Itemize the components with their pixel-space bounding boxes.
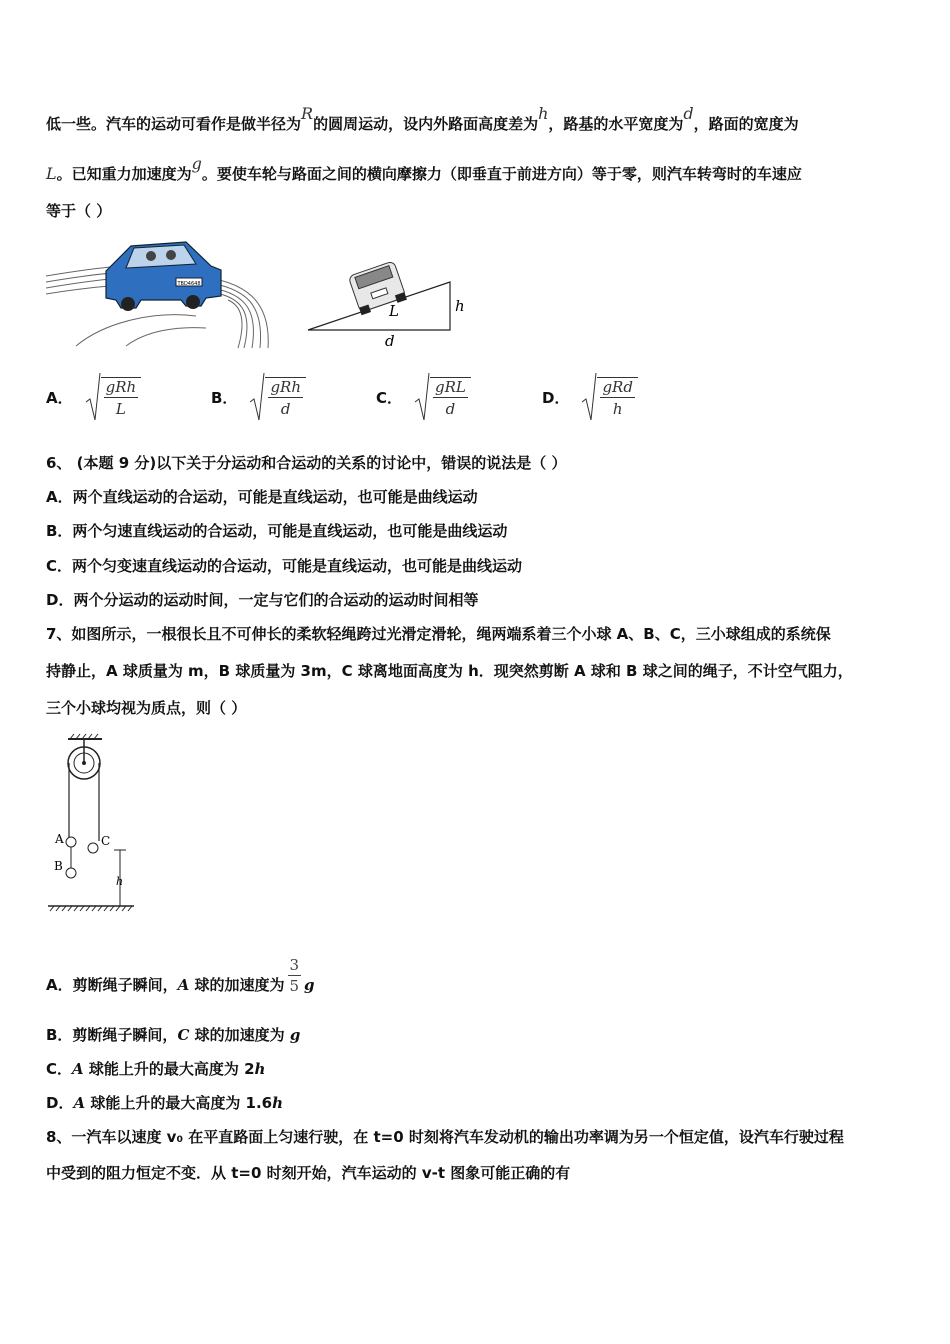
q6-option-b[interactable]: B．两个匀速直线运动的合运动，可能是直线运动，也可能是曲线运动 bbox=[46, 522, 508, 540]
q6-stem: 6、 (本题 9 分)以下关于分运动和合运动的关系的讨论中，错误的说法是（ ） bbox=[46, 454, 567, 472]
label-B: B bbox=[54, 859, 63, 873]
q5-line-1: 低一些。汽车的运动可看作是做半径为R的圆周运动，设内外路面高度差为h，路基的水平宽度为d，路面的宽度为 bbox=[46, 104, 799, 133]
fraction: $\frac{\text{gRh}}{L}$ bbox=[101, 377, 142, 418]
label-h: h bbox=[116, 875, 124, 888]
q6-option-d[interactable]: D．两个分运动的运动时间，一定与它们的合运动的运动时间相等 bbox=[46, 591, 479, 609]
incline-figure bbox=[305, 252, 480, 352]
label-A: A bbox=[55, 832, 64, 846]
q7-stem-line-2: 持静止，A 球质量为 m，B 球质量为 3m，C 球离地面高度为 h．现突然剪断 A 球和 B 球之间的绳子，不计空气阻力， bbox=[46, 662, 853, 680]
q7-option-d[interactable]: D．A 球能上升的最大高度为 1.6h bbox=[46, 1094, 284, 1112]
q5-line-2: L。已知重力加速度为g。要使车轮与路面之间的横向摩擦力（即垂直于前进方向）等于零，则汽车转弯时的车速应 bbox=[46, 154, 802, 183]
label-h: h bbox=[455, 297, 465, 315]
license-plate: TBD4648 bbox=[177, 281, 201, 287]
var-d: d bbox=[683, 104, 694, 123]
var-L: L bbox=[46, 164, 57, 183]
fraction: $\frac{\text{gRd}}{h}$ bbox=[597, 377, 638, 418]
sqrt-icon bbox=[249, 372, 265, 422]
fraction: $\frac{\text{gRh}}{d}$ bbox=[265, 377, 306, 418]
q6-option-c[interactable]: C．两个匀变速直线运动的合运动，可能是直线运动，也可能是曲线运动 bbox=[46, 557, 523, 575]
fraction: $\frac{3}{5}$ bbox=[289, 956, 300, 995]
label-C: C bbox=[101, 834, 111, 848]
q7-stem-line-1: 7、如图所示，一根很长且不可伸长的柔软轻绳跨过光滑定滑轮，绳两端系着三个小球 A、B、C，三小球组成的系统保 bbox=[46, 625, 831, 643]
q7-option-b[interactable]: B．剪断绳子瞬间，C 球的加速度为 g bbox=[46, 1026, 301, 1044]
car-on-curve-figure bbox=[46, 236, 276, 350]
q5-option-a[interactable]: A． $\frac{\text{gRh}}{L}$ bbox=[46, 372, 141, 422]
q5-option-d[interactable]: D． $\frac{\text{gRd}}{h}$ bbox=[542, 372, 638, 422]
var-R: R bbox=[301, 104, 314, 123]
var-g: g bbox=[191, 154, 202, 173]
q8-stem-line-1: 8、一汽车以速度 v₀ 在平直路面上匀速行驶，在 t=0 时刻将汽车发动机的输出功率调为另一个恒定值，设汽车行驶过程 bbox=[46, 1128, 844, 1146]
q7-stem-line-3: 三个小球均视为质点，则（ ） bbox=[46, 699, 247, 717]
q5-line-3: 等于（ ） bbox=[46, 202, 112, 220]
var-h: h bbox=[538, 104, 549, 123]
sqrt-icon bbox=[85, 372, 101, 422]
label-L: L bbox=[389, 302, 399, 320]
fraction: $\frac{\text{gRL}}{d}$ bbox=[430, 377, 471, 418]
label-d: d bbox=[385, 332, 395, 350]
pulley-figure bbox=[46, 733, 146, 913]
q5-option-c[interactable]: C． $\frac{\text{gRL}}{d}$ bbox=[376, 372, 471, 422]
q7-option-a[interactable]: A．剪断绳子瞬间，A 球的加速度为 $\frac{3}{5}$ g bbox=[46, 956, 315, 995]
sqrt-icon bbox=[581, 372, 597, 422]
q7-option-c[interactable]: C．A 球能上升的最大高度为 2h bbox=[46, 1060, 266, 1078]
q6-option-a[interactable]: A．两个直线运动的合运动，可能是直线运动，也可能是曲线运动 bbox=[46, 488, 478, 506]
q5-option-b[interactable]: B． $\frac{\text{gRh}}{d}$ bbox=[211, 372, 306, 422]
q8-stem-line-2: 中受到的阻力恒定不变．从 t=0 时刻开始，汽车运动的 v-t 图象可能正确的有 bbox=[46, 1164, 571, 1182]
sqrt-icon bbox=[414, 372, 430, 422]
